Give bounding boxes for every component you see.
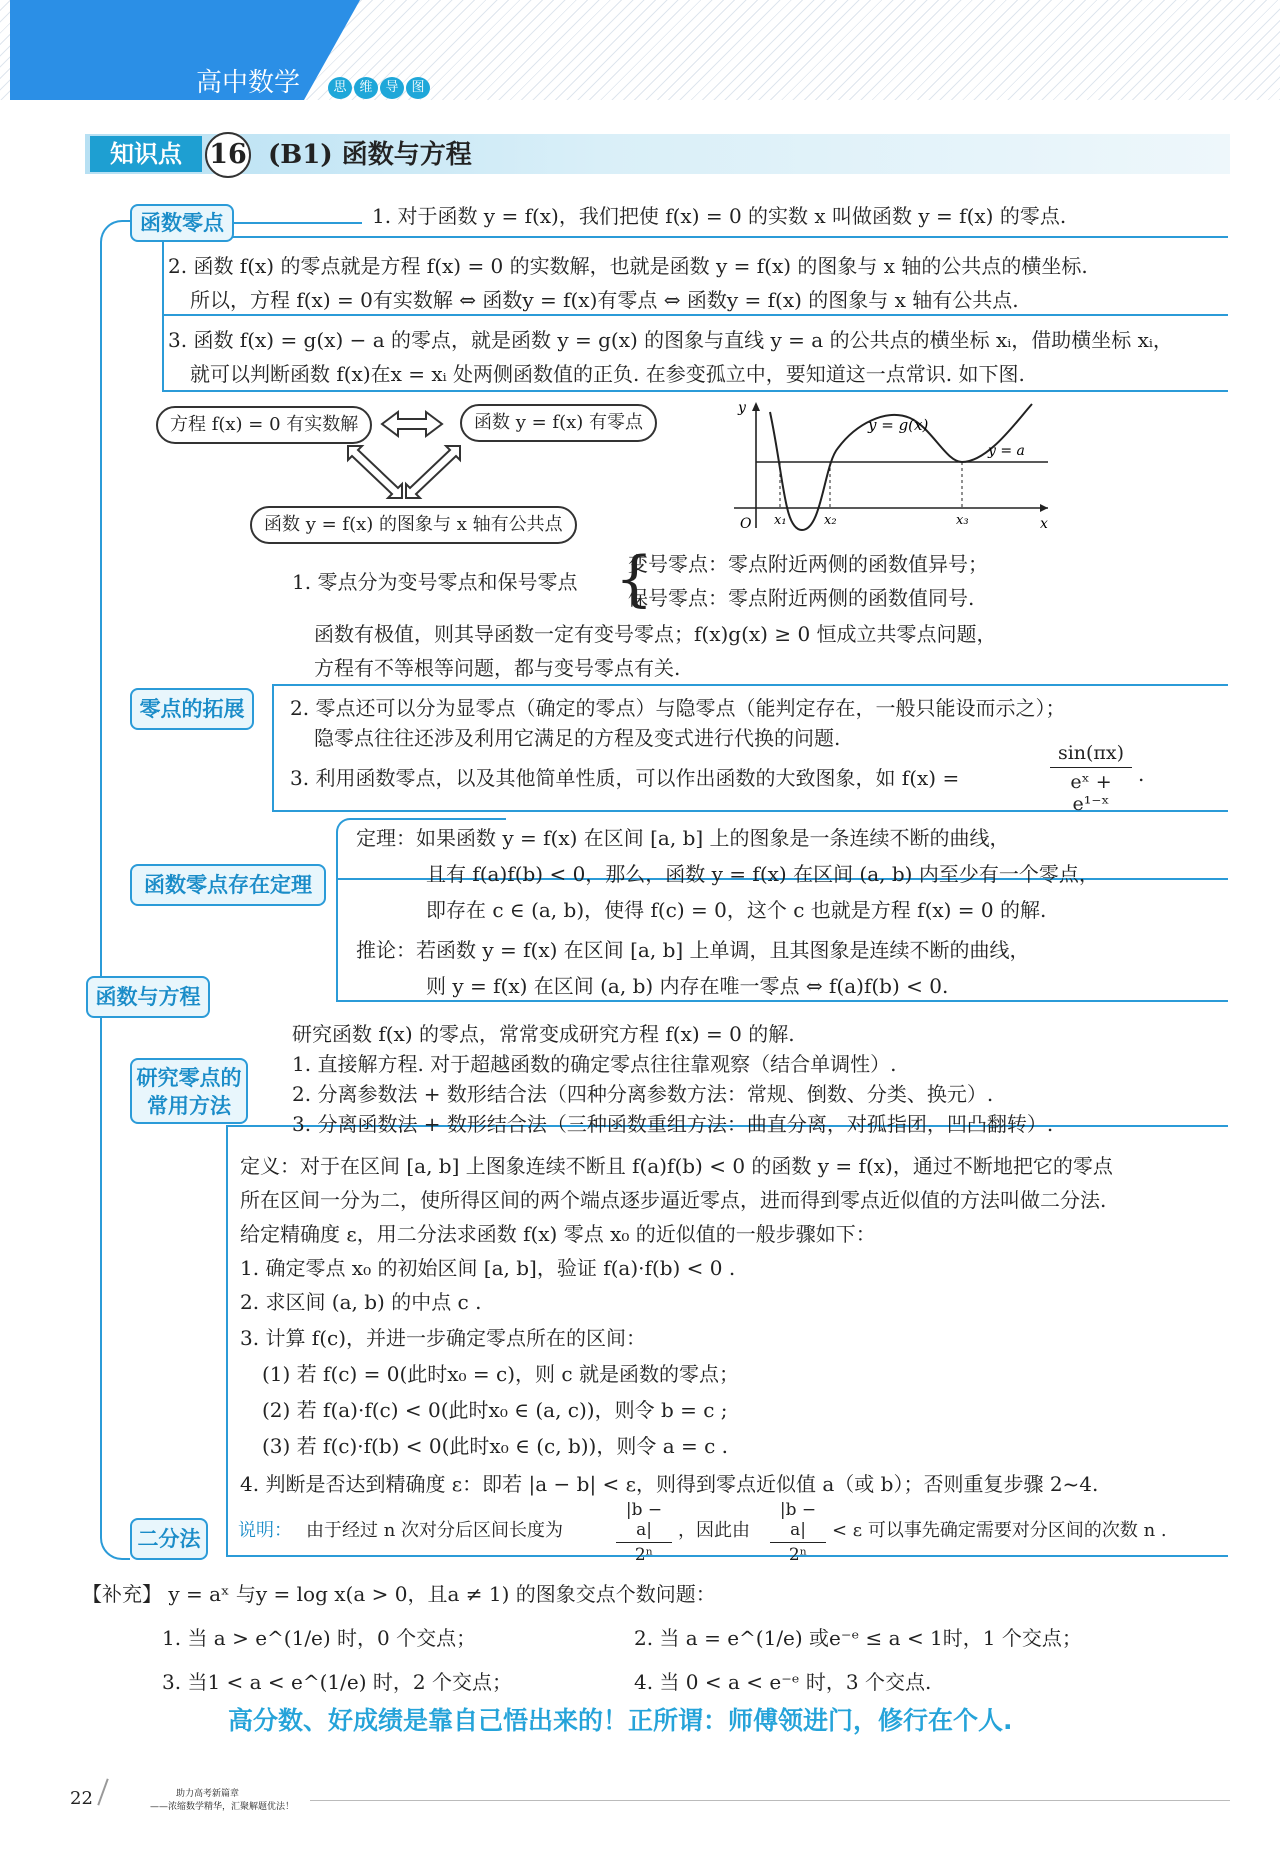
supplement-case-3: 3. 当1 < a < e^(1/e) 时，2 个交点；	[162, 1670, 512, 1694]
ext-item-3: 3. 利用函数零点，以及其他简单性质，可以作出函数的大致图象，如 f(x) =	[290, 766, 960, 790]
zero-graph	[726, 398, 1056, 534]
ext-sub-2: 保号零点：零点附近两侧的函数值同号.	[628, 586, 975, 610]
header-blue-banner	[10, 0, 360, 100]
corollary-line-2: 则 y = f(x) 在区间 (a, b) 内存在唯一零点 ⇔ f(a)f(b) < 0.	[426, 974, 949, 998]
bisect-step-3: 3. 计算 f(c)，并进一步确定零点所在的区间：	[240, 1326, 647, 1350]
graph-line-label: y = a	[988, 443, 1025, 459]
footer-slogan	[150, 1788, 294, 1814]
kp-number: 16	[205, 132, 251, 178]
tag-function-zeros: 函数零点	[130, 204, 234, 242]
graph-x3-label: x₃	[956, 513, 969, 528]
page-number: 22	[70, 1788, 93, 1809]
double-arrow-icon	[382, 412, 442, 436]
branch-zeros-divider	[162, 314, 1228, 316]
theorem-line-3: 即存在 c ∈ (a, b)，使得 f(c) = 0，这个 c 也就是方程 f(x) = 0 的解.	[426, 898, 1047, 922]
motto: 高分数、好成绩是靠自己悟出来的！正所谓：师傅领进门，修行在个人.	[228, 1706, 1013, 1735]
branch-zeros	[232, 222, 362, 224]
zeros-item-3b: 就可以判断函数 f(x)在x = xᵢ 处两侧函数值的正负. 在参变孤立中，要知道这一点常识. 如下图.	[190, 362, 1025, 386]
ext-item-2a: 2. 零点还可以分为显零点（确定的零点）与隐零点（能判定存在，一般只能设而示之）；	[290, 696, 1066, 720]
ext-sub-1: 变号零点：零点附近两侧的函数值异号；	[628, 552, 988, 576]
bisect-note-frac-2	[770, 1500, 826, 1565]
ext-brace: {	[615, 544, 654, 614]
ext-fraction-end: .	[1138, 762, 1145, 786]
ext-item-1: 1. 零点分为变号零点和保号零点	[292, 570, 578, 594]
relation-box-graph: 函数 y = f(x) 的图象与 x 轴有公共点	[250, 506, 577, 544]
methods-intro: 研究函数 f(x) 的零点，常常变成研究方程 f(x) = 0 的解.	[292, 1022, 795, 1046]
footer-slash	[97, 1779, 108, 1806]
bisect-step-3a: (1) 若 f(c) = 0(此时x₀ = c)，则 c 就是函数的零点；	[262, 1362, 739, 1386]
bisect-step-3c: (3) 若 f(c)·f(b) < 0(此时x₀ ∈ (c, b))，则令 a = c .	[262, 1434, 729, 1458]
method-1: 1. 直接解方程. 对于超越函数的确定零点往往靠观察（结合单调性）.	[292, 1052, 897, 1076]
bisect-step-2: 2. 求区间 (a, b) 的中点 c .	[240, 1290, 482, 1314]
root-tag: 函数与方程	[86, 976, 210, 1018]
graph-x1-label: x₁	[774, 513, 787, 528]
zeros-item-2b: 所以，方程 f(x) = 0有实数解 ⇔ 函数y = f(x)有零点 ⇔ 函数y = f(x) 的图象与 x 轴有公共点.	[190, 288, 1019, 312]
theorem-line-2: 且有 f(a)f(b) < 0，那么，函数 y = f(x) 在区间 (a, b) 内至少有一个零点，	[426, 862, 1099, 886]
tag-common-methods-line: 常用方法	[147, 1094, 231, 1118]
graph-y-label: y	[738, 400, 746, 416]
relation-arrows	[340, 400, 470, 510]
supplement-title: 【补充】 y = aˣ 与y = log x(a > 0，且a ≠ 1) 的图象交点个数问题：	[82, 1582, 716, 1606]
bisect-note-frac-den: 2ⁿ	[788, 1545, 808, 1565]
method-2: 2. 分离参数法 + 数形结合法（四种分离参数方法：常规、倒数、分类、换元）.	[292, 1082, 994, 1106]
tag-zero-extension: 零点的拓展	[130, 688, 254, 730]
kp-label: 知识点	[90, 136, 202, 172]
ext-item-2b: 隐零点往往还涉及利用它满足的方程及变式进行代换的问题.	[314, 726, 841, 750]
graph-x-label: x	[1040, 516, 1048, 532]
graph-curve-label: y = g(x)	[868, 416, 929, 434]
bisect-def-3: 给定精确度 ε，用二分法求函数 f(x) 零点 x₀ 的近似值的一般步骤如下：	[240, 1222, 876, 1246]
bisect-note-frac-1	[616, 1500, 672, 1565]
ext-note-2: 方程有不等根等问题，都与变号零点有关.	[314, 656, 681, 680]
kp-title: (B1) 函数与方程	[268, 140, 472, 170]
method-3: 3. 分离函数法 + 数形结合法（三种函数重组方法：曲直分离，对孤指团，凹凸翻转）.	[292, 1112, 1054, 1136]
series-badge: 思	[328, 77, 352, 99]
footer-rule	[310, 1800, 1230, 1801]
bisect-note-frac-num: |b − a|	[616, 1500, 672, 1543]
bisect-note-c: < ε 可以事先确定需要对分区间的次数 n .	[832, 1520, 1167, 1541]
series-badge: 维	[354, 77, 378, 99]
kp-title-band	[85, 134, 1230, 174]
bisect-note-a: 由于经过 n 次对分后区间长度为	[306, 1520, 564, 1541]
bisect-def-2: 所在区间一分为二，使所得区间的两个端点逐步逼近零点，进而得到零点近似值的方法叫做二分法.	[240, 1188, 1107, 1212]
relation-box-zero: 函数 y = f(x) 有零点	[460, 404, 657, 442]
supplement-case-4: 4. 当 0 < a < e⁻ᵉ 时，3 个交点.	[634, 1670, 932, 1694]
book-subject: 高中数学	[196, 68, 301, 98]
diagonal-arrow-icon	[348, 446, 402, 498]
footer-line: 助力高考新篇章	[176, 1789, 240, 1799]
bisect-step-3b: (2) 若 f(a)·f(c) < 0(此时x₀ ∈ (a, c))，则令 b = c ;	[262, 1398, 728, 1422]
bisect-def-1: 定义：对于在区间 [a, b] 上图象连续不断且 f(a)f(b) < 0 的函数 y = f(x)，通过不断地把它的零点	[240, 1154, 1113, 1178]
series-badge: 导	[380, 77, 404, 99]
tag-common-methods	[130, 1058, 248, 1124]
bisect-step-1: 1. 确定零点 x₀ 的初始区间 [a, b]，验证 f(a)·f(b) < 0 .	[240, 1256, 736, 1280]
corollary-line-1: 推论：若函数 y = f(x) 在区间 [a, b] 上单调，且其图象是连续不断的曲线，	[356, 938, 1030, 962]
ext-fraction-num: sin(πx)	[1050, 742, 1132, 768]
graph-x2-label: x₂	[824, 513, 837, 528]
tag-existence-theorem: 函数零点存在定理	[130, 864, 326, 906]
tree-trunk	[100, 220, 130, 1560]
bisect-note-label: 说明：	[238, 1520, 292, 1541]
ext-fraction-den: eˣ + e¹⁻ˣ	[1070, 771, 1112, 815]
series-badges	[328, 77, 430, 99]
bisect-note-frac-num: |b − a|	[770, 1500, 826, 1543]
zeros-item-2a: 2. 函数 f(x) 的零点就是方程 f(x) = 0 的实数解，也就是函数 y = f(x) 的图象与 x 轴的公共点的横坐标.	[168, 254, 1088, 278]
series-badge: 图	[406, 77, 430, 99]
supplement-case-1: 1. 当 a > e^(1/e) 时，0 个交点；	[162, 1626, 477, 1650]
tag-bisection: 二分法	[130, 1518, 208, 1560]
graph-origin-label: O	[740, 516, 752, 532]
diagonal-arrow-icon	[406, 446, 460, 498]
bisect-step-4: 4. 判断是否达到精确度 ε：即若 |a − b| < ε，则得到零点近似值 a（或 b）；否则重复步骤 2~4.	[240, 1472, 1099, 1496]
footer-line: ——浓缩数学精华，汇聚解题优法！	[150, 1802, 295, 1812]
relation-box-equation: 方程 f(x) = 0 有实数解	[156, 406, 372, 444]
ext-fraction	[1050, 742, 1132, 815]
tag-common-methods-line: 研究零点的	[136, 1066, 242, 1090]
theorem-line-1: 定理：如果函数 y = f(x) 在区间 [a, b] 上的图象是一条连续不断的曲线，	[356, 826, 1010, 850]
zeros-item-3a: 3. 函数 f(x) = g(x) − a 的零点，就是函数 y = g(x) 的图象与直线 y = a 的公共点的横坐标 xᵢ，借助横坐标 xᵢ，	[168, 328, 1173, 352]
supplement-case-2: 2. 当 a = e^(1/e) 或e⁻ᵉ ≤ a < 1时，1 个交点；	[634, 1626, 1082, 1650]
zeros-item-1: 1. 对于函数 y = f(x)，我们把使 f(x) = 0 的实数 x 叫做函数 y = f(x) 的零点.	[372, 204, 1067, 228]
ext-note-1: 函数有极值，则其导函数一定有变号零点；f(x)g(x) ≥ 0 恒成立共零点问题，	[314, 622, 997, 646]
x-axis-arrow-icon	[1040, 504, 1048, 512]
bisect-note-frac-den: 2ⁿ	[634, 1545, 654, 1565]
bisect-note-b: ，因此由	[678, 1520, 750, 1541]
y-axis-arrow-icon	[752, 402, 760, 411]
